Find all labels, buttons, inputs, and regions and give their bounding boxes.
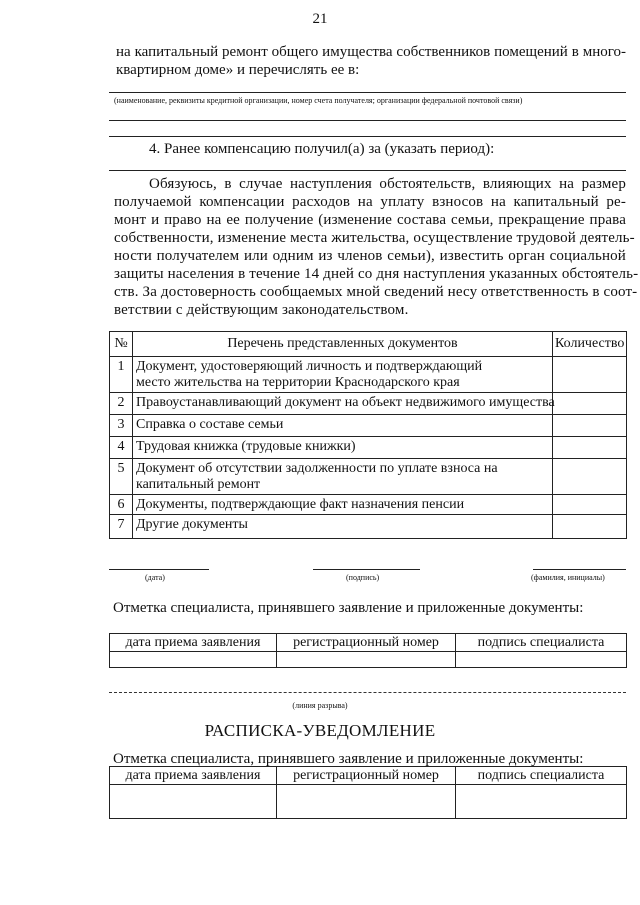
row-document: [133, 495, 553, 515]
row-document-line-1: Трудовая книжка (трудовые книжки): [136, 439, 356, 454]
row-document-line-2: место жительства на территории Краснодарского края: [136, 375, 460, 390]
intro-line-1: на капитальный ремонт общего имущества собственников помещений в много-: [116, 44, 626, 60]
row-quantity-cell[interactable]: [553, 495, 627, 515]
table-row: [110, 415, 627, 437]
receipt-date-cell[interactable]: [110, 652, 277, 668]
row-quantity-cell[interactable]: [553, 459, 627, 495]
documents-table-header: [110, 332, 627, 357]
column-specialist-signature: подпись специалиста: [456, 634, 627, 652]
row-num: 2: [110, 393, 133, 415]
tear-line-caption: (линия разрыва): [292, 701, 348, 710]
receipt-column-date: дата приема заявления: [110, 767, 277, 785]
row-document: [133, 393, 553, 415]
pledge-line-6: защиты населения в течение 14 дней со дня наступления указанных обстоятель-: [114, 266, 639, 282]
previous-compensation-label: 4. Ранее компенсацию получил(а) за (указать период):: [149, 141, 495, 157]
pledge-line-4: собственности, изменение места жительства, осуществление трудовой деятель-: [114, 230, 635, 246]
receipt-date-cell[interactable]: [110, 785, 277, 819]
documents-table: [109, 331, 627, 539]
row-document: [133, 415, 553, 437]
pledge-line-2: получаемой компенсации расходов на уплату взносов на капитальный ре-: [114, 194, 626, 210]
receipt-mark-table: [109, 766, 627, 819]
row-num: 6: [110, 495, 133, 515]
header-num: №: [110, 332, 133, 357]
bank-details-field[interactable]: [109, 79, 626, 93]
column-registration-number: регистрационный номер: [277, 634, 456, 652]
previous-compensation-field[interactable]: [109, 157, 626, 171]
row-document: [133, 459, 553, 495]
row-document-line-2: капитальный ремонт: [136, 477, 261, 492]
signature-caption: (подпись): [346, 573, 380, 582]
row-document-line-1: Документ, удостоверяющий личность и подтверждающий: [136, 359, 483, 374]
row-quantity-cell[interactable]: [553, 437, 627, 459]
header-qty: Количество: [553, 332, 627, 357]
signature-field[interactable]: [313, 556, 420, 570]
page-number: 21: [312, 11, 328, 27]
date-caption: (дата): [145, 573, 165, 582]
name-initials-field[interactable]: [533, 556, 626, 570]
bank-details-caption: (наименование, реквизиты кредитной организации, номер счета получателя; организации федеральной почтовой связи): [114, 96, 523, 105]
row-document-line-1: Справка о составе семьи: [136, 417, 284, 432]
specialist-mark-table: [109, 633, 627, 668]
row-num: 3: [110, 415, 133, 437]
specialist-mark-label: Отметка специалиста, принявшего заявление и приложенные документы:: [113, 600, 584, 616]
row-num: 7: [110, 515, 133, 539]
receipt-column-registration-number: регистрационный номер: [277, 767, 456, 785]
date-field[interactable]: [109, 556, 209, 570]
tear-line: [109, 692, 626, 693]
row-document-line-1: Правоустанавливающий документ на объект недвижимого имущества: [136, 395, 555, 410]
table-row: [110, 515, 627, 539]
bank-details-extra-line-1[interactable]: [109, 107, 626, 121]
row-document-line-1: Документ об отсутствии задолженности по уплате взноса на: [136, 461, 498, 476]
row-num: 1: [110, 357, 133, 393]
row-quantity-cell[interactable]: [553, 393, 627, 415]
row-document: [133, 357, 553, 393]
pledge-line-3: монт и право на ее получение (изменение состава семьи, прекращение права: [114, 212, 626, 228]
pledge-line-7: ств. За достоверность сообщаемых мной сведений несу ответственность в соот-: [114, 284, 638, 300]
row-quantity-cell[interactable]: [553, 415, 627, 437]
receipt-input-row: [110, 785, 627, 819]
row-quantity-cell[interactable]: [553, 357, 627, 393]
row-quantity-cell[interactable]: [553, 515, 627, 539]
registration-number-cell[interactable]: [277, 652, 456, 668]
pledge-line-5: ности получателем или одним из членов семьи), известить орган социальной: [114, 248, 626, 264]
receipt-registration-number-cell[interactable]: [277, 785, 456, 819]
table-row: [110, 437, 627, 459]
receipt-title: РАСПИСКА-УВЕДОМЛЕНИЕ: [204, 721, 436, 740]
table-row: [110, 393, 627, 415]
receipt-mark-label: Отметка специалиста, принявшего заявление и приложенные документы:: [113, 751, 584, 767]
table-row: [110, 357, 627, 393]
header-name: Перечень представленных документов: [133, 332, 553, 357]
row-num: 4: [110, 437, 133, 459]
row-document-line-1: Документы, подтверждающие факт назначения пенсии: [136, 497, 465, 512]
row-document: [133, 437, 553, 459]
column-receipt-date: дата приема заявления: [110, 634, 277, 652]
pledge-paragraph: [114, 175, 639, 319]
receipt-header-row: [110, 767, 627, 785]
name-initials-caption: (фамилия, инициалы): [531, 573, 605, 582]
intro-paragraph: [116, 43, 626, 79]
specialist-mark-input-row: [110, 652, 627, 668]
row-document: [133, 515, 553, 539]
row-document-line-1: Другие документы: [136, 517, 248, 532]
receipt-specialist-signature-cell[interactable]: [456, 785, 627, 819]
receipt-column-specialist-signature: подпись специалиста: [456, 767, 627, 785]
table-row: [110, 459, 627, 495]
pledge-line-1: Обязуюсь, в случае наступления обстоятельств, влияющих на размер: [149, 176, 626, 192]
bank-details-extra-line-2[interactable]: [109, 123, 626, 137]
specialist-mark-header-row: [110, 634, 627, 652]
table-row: [110, 495, 627, 515]
specialist-signature-cell[interactable]: [456, 652, 627, 668]
pledge-line-8: ветствии с действующим законодательством.: [114, 302, 409, 318]
intro-line-2: квартирном доме» и перечислять ее в:: [116, 62, 360, 78]
row-num: 5: [110, 459, 133, 495]
